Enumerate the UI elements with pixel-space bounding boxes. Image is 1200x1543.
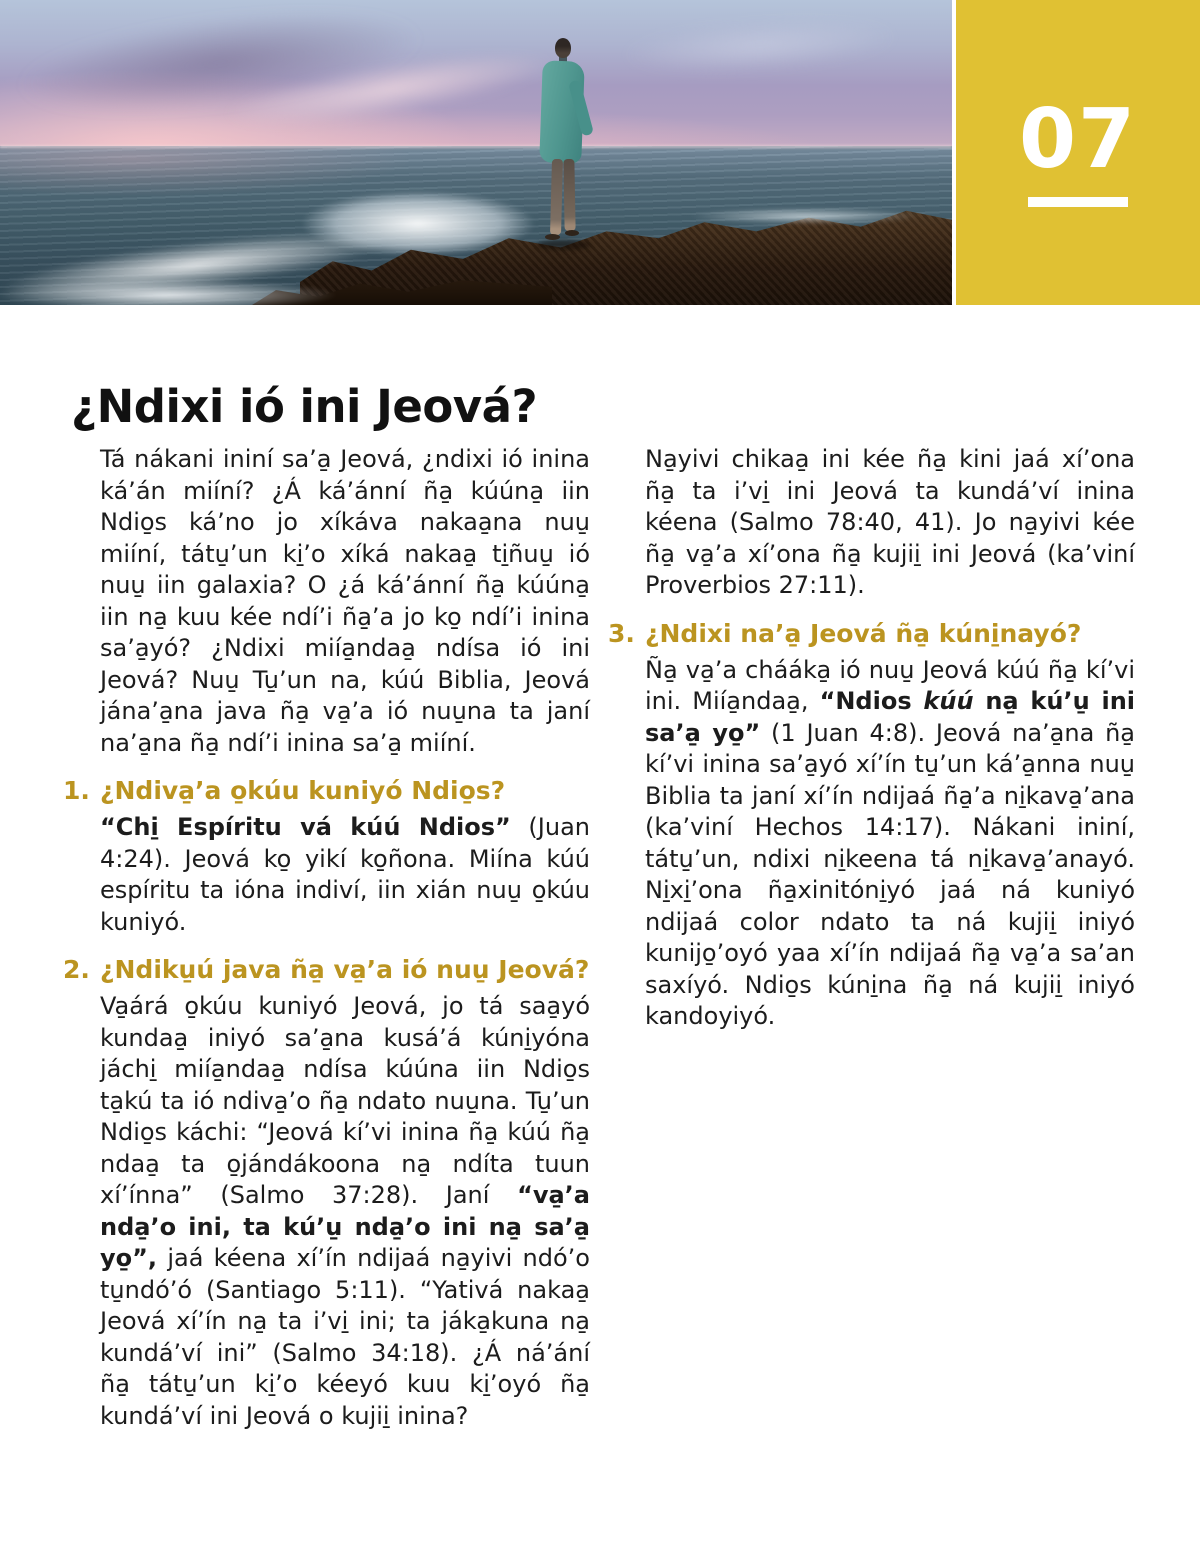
person-head bbox=[555, 38, 571, 58]
text-run: Va̱árá o̱kúu kuniyó Jeová, jo tá saa̱yó kundaa̱ iniyó sa’a̱na kusá’á kúni̱yóna jáchi̱ miía̱ndaa̱ ndísa kúúna iin Ndio̱s ta̱kú ta ió ndiva̱’o ña̱ ndato nuu̱na. Tu̱’un Ndio̱s káchi: “Jeová kí’vi inina ña̱ kúú ña̱ ndaa̱ ta o̱jándákoona na̱ ndíta tuun xí’ínna” (Salmo 37:28). Janí bbox=[100, 992, 590, 1209]
hero-sea-foam bbox=[0, 278, 430, 305]
question-text: ¿Ndixi na’a̱ Jeová ña̱ kúni̱nayó? bbox=[645, 618, 1082, 648]
text-run: (1 Juan 4:8). Jeová na’a̱na ña̱ kí’vi inina sa’a̱yó xí’ín tu̱’un ká’a̱nna nuu̱ Biblia ta janí xí’ín ndijaá ña̱’a ni̱kava̱’ana (ka’viní Hechos 14:17). Nákani ininí, tátu̱’un, ndixi ni̱keena tá ni̱kava̱’anayó. Ni̱xi̱’ona ña̱xinitóni̱yó jaá ná kuniyó ndijaá color ndato ta ná kujii̱ iniyó kunijo̱’oyó yaa xí’ín ndijaá ña̱ va̱’a sa’an saxíyó. Ndio̱s kúni̱na ña̱ ná kujii̱ iniyó kandoyiyó. bbox=[645, 718, 1135, 1030]
column-left bbox=[63, 438, 590, 1432]
text-run: na̱ kú’u̱ ini sa’a̱ yo̱” bbox=[645, 687, 1136, 747]
lesson-number: 07 bbox=[1018, 91, 1138, 187]
text-run: “va̱’a nda̱’o ini, ta kú’u̱ nda̱’o ini na̱ sa’a̱ yo̱”, bbox=[100, 1181, 590, 1272]
lesson-number-block bbox=[956, 0, 1200, 305]
hero-person-silhouette bbox=[531, 38, 593, 252]
person-foot bbox=[565, 230, 579, 236]
hero-sea-foam bbox=[660, 206, 950, 226]
question-heading bbox=[608, 618, 1135, 649]
hero-horizon bbox=[0, 145, 952, 148]
text-run: “Ndios bbox=[819, 687, 924, 715]
question-number: 2. bbox=[63, 955, 90, 984]
text-run: Na̱yivi chikaa̱ ini kée ña̱ kini jaá xí’ona ña̱ ta i’vi̱ ini Jeová ta kundá’ví inina kéena (Salmo 78:40, 41). Jo na̱yivi kée ña̱ va̱’a xí’ona ña̱ kujii̱ ini Jeová (ka’viní Proverbios 27:11). bbox=[645, 445, 1135, 599]
article-columns bbox=[63, 438, 1135, 1432]
person-leg bbox=[550, 159, 563, 235]
person-leg bbox=[563, 159, 575, 231]
question-number: 3. bbox=[608, 618, 635, 648]
question-number: 1. bbox=[63, 776, 90, 805]
text-run: “Chi̱ Espíritu vá kúú Ndios” bbox=[100, 813, 511, 841]
person-foot bbox=[545, 234, 560, 240]
column-right bbox=[608, 438, 1135, 1432]
lesson-number-underline bbox=[1028, 197, 1128, 207]
text-run: (Juan 4:24). Jeová ko̱ yikí ko̱ñona. Miína kúú espíritu ta ióna indiví, iin xián nuu̱ o̱kúu kuniyó. bbox=[100, 813, 591, 936]
body-paragraph bbox=[100, 444, 590, 759]
body-paragraph bbox=[645, 655, 1135, 1033]
page-title: ¿Ndixi ió ini Jeová? bbox=[71, 380, 538, 434]
question-text: ¿Ndiku̱ú java ña̱ va̱’a ió nuu̱ Jeová? bbox=[100, 955, 590, 984]
body-paragraph bbox=[100, 812, 590, 938]
text-run: jaá kéena xí’ín ndijaá na̱yivi ndó’o tu̱ndó’ó (Santiago 5:11). “Yativá nakaa̱ Jeová xí’ín na̱ ta i’vi̱ ini; ta jáka̱kuna na̱ kundá’ví ini” (Salmo 34:18). ¿Á ná’ání ña̱ tátu̱’un ki̱’o kéeyó kuu ki̱’oyó ña̱ kundá’ví ini Jeová o kujii̱ inina? bbox=[100, 1244, 590, 1430]
hero-image bbox=[0, 0, 952, 305]
text-run: kúú bbox=[923, 687, 974, 715]
question-heading bbox=[63, 955, 590, 985]
question-heading bbox=[63, 776, 590, 806]
text-run: Ña̱ va̱’a chááka̱ ió nuu̱ Jeová kúú ña̱ kí’vi ini. Miía̱ndaa̱, bbox=[645, 655, 1135, 715]
body-paragraph bbox=[100, 991, 590, 1432]
question-text: ¿Ndiva̱’a o̱kúu kuniyó Ndio̱s? bbox=[100, 776, 506, 805]
text-run: Tá nákani ininí sa’a̱ Jeová, ¿ndixi ió inina ká’án miíní? ¿Á ká’ánní ña̱ kúúna̱ iin Ndio̱s ká’no jo xíkáva nakaa̱na nuu̱ miíní, tátu̱’un ki̱’o xíká nakaa̱ ti̱ñuu̱ ió nuu̱ iin galaxia? O ¿á ká’ánní ña̱ kúúna̱ iin na̱ kuu kée ndí’i ña̱’a jo ko̱ ndí’i inina sa’a̱yó? ¿Ndixi miía̱ndaa̱ ndísa ió ini Jeová? Nuu̱ Tu̱’un na, kúú Biblia, Jeová jána’a̱na java ña̱ va̱’a ió nuu̱na ta janí na’a̱na ña̱ ndí’i inina sa’a̱ miíní. bbox=[100, 445, 590, 757]
person-shadow bbox=[537, 240, 591, 250]
body-paragraph bbox=[645, 444, 1135, 602]
